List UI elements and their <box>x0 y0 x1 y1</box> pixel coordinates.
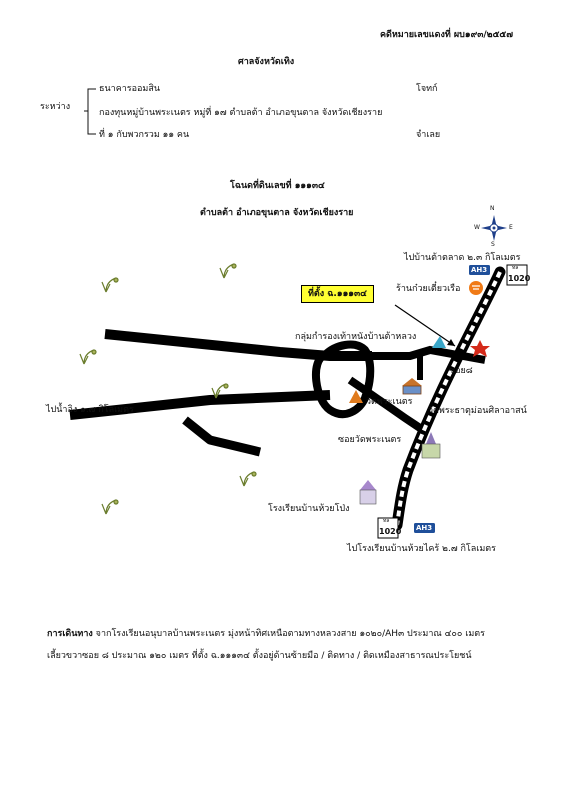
ah3-label-bottom: AH3 <box>416 524 433 532</box>
compass-w: W <box>474 224 480 231</box>
label-to-school-huaykrai: ไปโรงเรียนบ้านห้วยไคร้ ๒.๗ กิโลเมตร <box>347 544 496 554</box>
highway-1020-ah3 <box>397 272 500 525</box>
rice-plant-icon <box>102 278 118 292</box>
rice-plant-icon <box>80 350 96 364</box>
label-wat-phrathat: วัดพระธาตุม่อนศิลาอาสน์ <box>428 406 527 416</box>
rice-plant-icon <box>102 500 118 514</box>
plaintiff-role: โจทก์ <box>416 84 438 94</box>
label-school-huaypong: โรงเรียนบ้านห้วยโป่ง <box>268 504 350 514</box>
ah3-label-top: AH3 <box>471 266 488 274</box>
school-icon <box>360 480 376 504</box>
defendant-2: ที่ ๑ กับพวกรวม ๑๑ คน <box>99 130 190 140</box>
label-soi-8: ซอย๘ <box>449 366 473 376</box>
rice-plant-icon <box>220 264 236 278</box>
route-1020-label-bottom: 1020 <box>379 527 402 536</box>
directions-text <box>47 623 527 667</box>
court-name: ศาลจังหวัดเทิง <box>238 57 295 67</box>
directions-line-2: เลี้ยวขวาซอย ๘ ประมาณ ๑๒๐ เมตร ที่ตั้ง ฉ.๑๑๑๓๔ ตั้งอยู่ด้านซ้ายมือ / ติดทาง / ติดเหมืองสาธารณประโยชน์ <box>47 651 472 661</box>
directions-label: การเดินทาง <box>47 629 93 639</box>
road-soi-8 <box>372 350 485 360</box>
label-wat-phranet: วัดพระเนตร <box>366 397 413 407</box>
label-noodle-shop: ร้านก๋วยเตี๋ยวเรือ <box>396 284 461 294</box>
compass-icon <box>481 215 507 241</box>
between-label: ระหว่าง <box>40 102 71 112</box>
compass-e: E <box>509 224 513 231</box>
route-1020-bottom-header: ทล <box>383 518 390 524</box>
road-southwest <box>185 420 260 452</box>
label-soi-wat: ซอยวัดพระเนตร <box>338 435 402 445</box>
compass-n: N <box>490 205 495 212</box>
directions-line-1: จากโรงเรียนอนุบาลบ้านพระเนตร มุ่งหน้าทิศเหนือตามทางหลวงสาย ๑๐๒๐/AH๓ ประมาณ ๔๐๐ เมตร <box>95 629 485 639</box>
label-to-talad: ไปบ้านต้าตลาด ๒.๓ กิโลเมตร <box>404 253 521 263</box>
route-1020-top-header: ทล <box>512 265 519 271</box>
deed-number: โฉนดที่ดินเลขที่ ๑๑๑๓๔ <box>230 181 325 191</box>
site-box-label: ที่ตั้ง ฉ.๑๑๑๓๔ <box>301 285 374 303</box>
rice-plant-icon <box>240 472 256 486</box>
wat-phrathat-temple-icon <box>402 378 422 394</box>
label-fund-group: กลุ่มกำรองเท้าหนังบ้านต้าหลวง <box>295 332 417 342</box>
compass-s: S <box>491 241 495 248</box>
defendant-1: กองทุนหมู่บ้านพระเนตร หมู่ที่ ๑๗ ตำบลต้า อำเภอขุนตาล จังหวัดเชียงราย <box>99 108 383 118</box>
route-1020-label-top: 1020 <box>508 274 531 283</box>
noodle-shop-icon <box>469 281 483 295</box>
location-title: ตำบลต้า อำเภอขุนตาล จังหวัดเชียงราย <box>200 208 354 218</box>
defendant-role: จำเลย <box>416 130 441 140</box>
plaintiff-name: ธนาคารออมสิน <box>99 84 160 94</box>
label-to-nam-ing: ไปน้ำอิง ๑.๗ กิโลเมตร <box>46 405 134 415</box>
case-number: คดีหมายเลขแดงที่ ผบ๑๙๓/๒๕๕๗ <box>380 30 513 40</box>
